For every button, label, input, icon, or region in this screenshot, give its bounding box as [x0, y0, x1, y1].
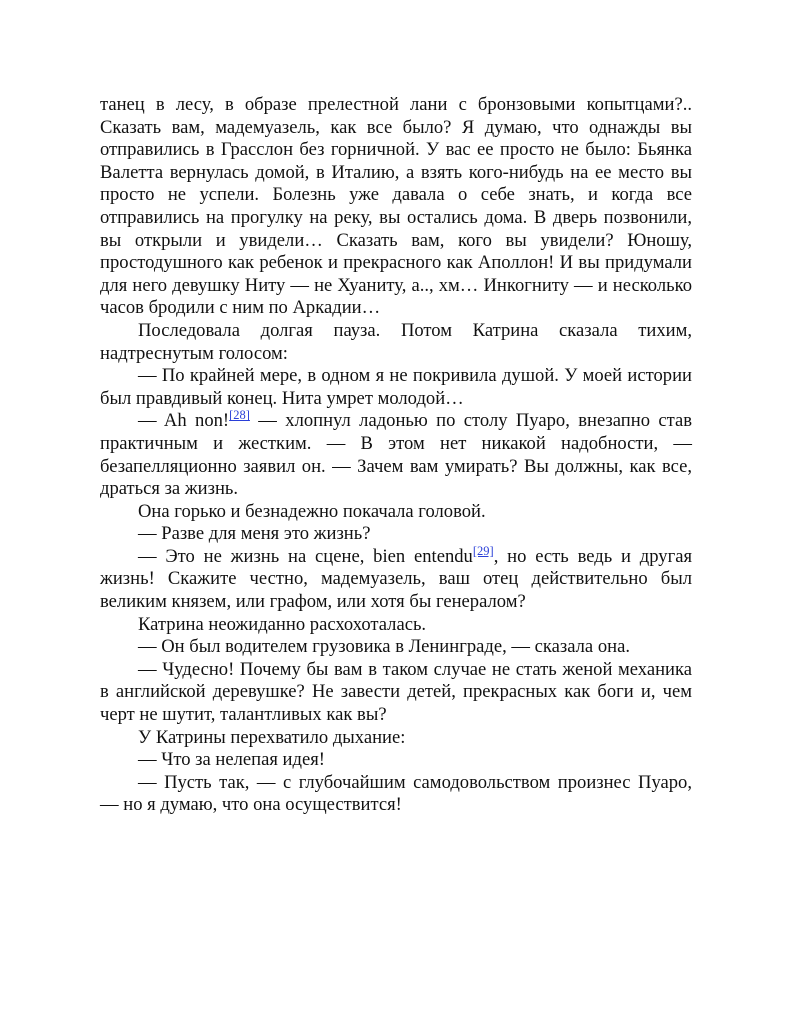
paragraph-4-rest: — хлопнул ладонью по столу Пуаро, внезапно став практичным и жестким. — В этом нет никакой надобности, — безапелляционно заявил он. — Зачем вам умирать? Вы должны, как все, драться за жизнь. — [100, 410, 692, 500]
paragraph-3: — По крайней мере, в одном я не покривила душой. У моей истории был правдивый конец. Нита умрет молодой… — [100, 365, 692, 409]
paragraph-4-lead: — Ah non! — [138, 410, 230, 432]
paragraph-11: У Катрины перехватило дыхание: — [138, 726, 406, 748]
footnote-link-28[interactable]: [28] — [229, 408, 250, 423]
paragraph-4 — [100, 410, 692, 500]
paragraph-2: Последовала долгая пауза. Потом Катрина сказала тихим, надтреснутым голосом: — [100, 319, 692, 364]
paragraph-13: — Пусть так, — с глубочайшим самодовольством произнес Пуаро, — но я думаю, что она осуществится! — [100, 771, 692, 816]
paragraph-12: — Что за нелепая идея! — [138, 749, 325, 771]
paragraph-10: — Чудесно! Почему бы вам в таком случае не стать женой механика в английской деревушке? Не завести детей, прекрасных как боги и, чем черт не шутит, талантливых как вы? — [100, 658, 692, 726]
paragraph-7-lead: — Это не жизнь на сцене, bien entendu — [138, 545, 473, 567]
book-page — [100, 94, 692, 817]
paragraph-5: Она горько и безнадежно покачала головой. — [138, 500, 486, 522]
paragraph-1: танец в лесу, в образе прелестной лани с бронзовыми копытцами?.. Сказать вам, мадемуазель, как все было? Я думаю, что однажды вы отправились в Грасслон без горничной. У вас ее просто не было: Бьянка Валетта вернулась домой, в Италию, а взять кого-нибудь на ее место вы просто не успели. Болезнь уже давала о себе знать, и когда все отправились на прогулку на реку, вы остались дома. В дверь позвонили, вы открыли и увидели… Сказать вам, кого вы увидели? Юношу, простодушного как ребенок и прекрасного как Аполлон! И вы придумали для него девушку Ниту — не Хуаниту, а.., хм… Инкогниту — и несколько часов бродили с ним по Аркадии… — [100, 94, 692, 319]
paragraph-8: Катрина неожиданно расхохоталась. — [138, 613, 427, 635]
paragraph-9: — Он был водителем грузовика в Ленинграде, — сказала она. — [138, 636, 630, 658]
footnote-link-29[interactable]: [29] — [472, 543, 494, 558]
paragraph-6: — Разве для меня это жизнь? — [138, 523, 371, 545]
paragraph-7-rest: , но есть ведь и другая жизнь! Скажите честно, мадемуазель, ваш отец действительно был великим князем, или графом, или хотя бы генералом? — [100, 545, 692, 613]
paragraph-7 — [100, 543, 692, 614]
